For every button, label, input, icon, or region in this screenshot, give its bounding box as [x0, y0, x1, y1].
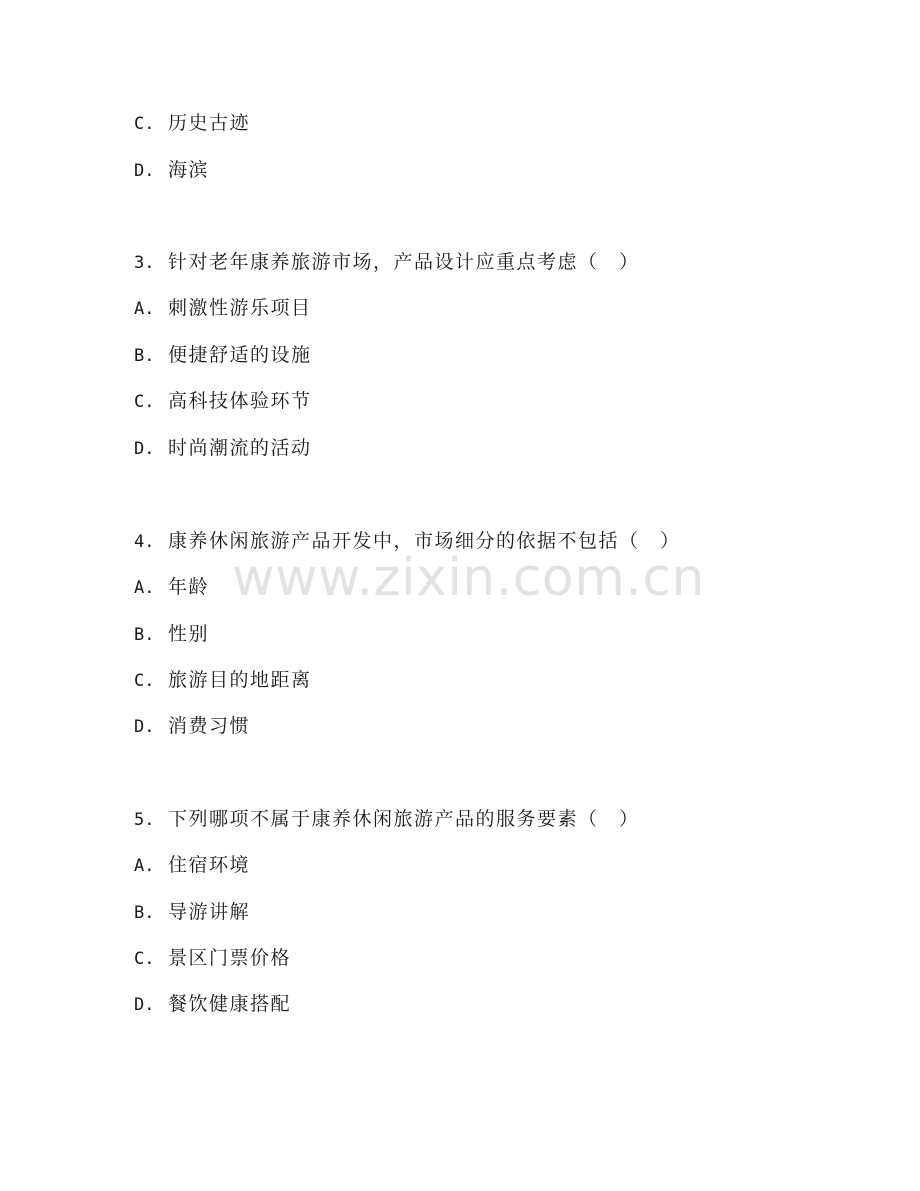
question-3: [134, 250, 640, 275]
option-marker: B.: [134, 625, 155, 645]
option-marker: C.: [134, 392, 155, 412]
option-d-q4: [134, 714, 250, 739]
option-marker: B.: [134, 346, 155, 366]
question-number: 5.: [134, 810, 155, 830]
option-text: 历史古迹: [168, 112, 251, 134]
option-c-q4: [134, 668, 312, 693]
option-text: 旅游目的地距离: [168, 669, 312, 691]
option-marker: A.: [134, 299, 155, 319]
option-b-q4: [134, 622, 209, 647]
option-d-q2: [134, 158, 209, 183]
option-a-q5: [134, 853, 250, 878]
option-marker: D.: [134, 161, 155, 181]
watermark: www.zixin.com.cn: [232, 548, 705, 608]
option-b-q3: [134, 343, 312, 368]
option-d-q3: [134, 436, 312, 461]
option-text: 时尚潮流的活动: [168, 437, 312, 459]
option-text: 高科技体验环节: [168, 390, 312, 412]
option-text: 刺激性游乐项目: [168, 297, 312, 319]
option-marker: C.: [134, 949, 155, 969]
option-text: 性别: [168, 623, 210, 645]
option-marker: B.: [134, 903, 155, 923]
option-b-q5: [134, 900, 250, 925]
option-text: 景区门票价格: [168, 947, 292, 969]
option-text: 消费习惯: [168, 715, 251, 737]
question-text: 康养休闲旅游产品开发中，市场细分的依据不包括（ ）: [168, 530, 681, 552]
question-5: [134, 807, 640, 832]
option-marker: A.: [134, 578, 155, 598]
option-c-q2: [134, 111, 250, 136]
option-text: 导游讲解: [168, 901, 251, 923]
option-a-q3: [134, 296, 312, 321]
option-c-q5: [134, 946, 291, 971]
question-text: 针对老年康养旅游市场，产品设计应重点考虑（ ）: [168, 251, 640, 273]
option-text: 便捷舒适的设施: [168, 344, 312, 366]
option-text: 年龄: [168, 576, 210, 598]
question-4: [134, 529, 681, 554]
option-text: 餐饮健康搭配: [168, 993, 292, 1015]
option-marker: C.: [134, 114, 155, 134]
option-marker: D.: [134, 995, 155, 1015]
option-a-q4: [134, 575, 209, 600]
option-marker: D.: [134, 439, 155, 459]
option-c-q3: [134, 389, 312, 414]
option-d-q5: [134, 992, 291, 1017]
option-marker: C.: [134, 671, 155, 691]
option-marker: D.: [134, 717, 155, 737]
option-marker: A.: [134, 856, 155, 876]
question-text: 下列哪项不属于康养休闲旅游产品的服务要素（ ）: [168, 808, 640, 830]
question-number: 3.: [134, 253, 155, 273]
option-text: 海滨: [168, 159, 210, 181]
question-number: 4.: [134, 532, 155, 552]
option-text: 住宿环境: [168, 854, 251, 876]
